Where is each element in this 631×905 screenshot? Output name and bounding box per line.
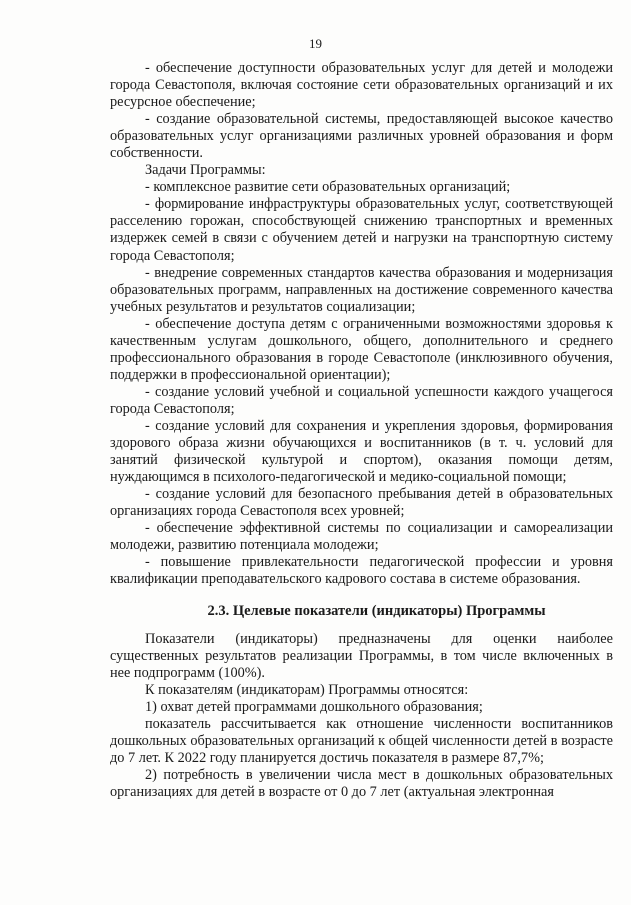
paragraph: - повышение привлекательности педагогической профессии и уровня квалификации преподавательского кадрового состава в системе образования. — [110, 554, 613, 588]
paragraph: - обеспечение эффективной системы по социализации и самореализации молодежи, развитию потенциала молодежи; — [110, 520, 613, 554]
paragraph: - создание условий для сохранения и укрепления здоровья, формирования здорового образа жизни обучающихся и воспитанников (в т. ч. условий для занятий физической культурой и спортом), оказания помощи детям, нуждающимся в психолого-педагогической и медико-социальной помощи; — [110, 417, 613, 486]
paragraph: Задачи Программы: — [145, 162, 266, 179]
paragraph: показатель рассчитывается как отношение численности воспитанников дошкольных образовательных организаций к общей численности детей в возрасте до 7 лет. К 2022 году планируется достичь показателя в размере 87,7%; — [110, 715, 613, 766]
paragraph: Показатели (индикаторы) предназначены для оценки наиболее существенных результатов реализации Программы, в том числе включенных в нее подпрограмм (100%). — [110, 630, 613, 681]
paragraph: - формирование инфраструктуры образовательных услуг, соответствующей расселению горожан, способствующей снижению транспортных и временных издержек семей в связи с обучением детей и нагрузки на транспортную систему города Севастополя; — [110, 196, 613, 264]
paragraph: - создание условий для безопасного пребывания детей в образовательных организациях города Севастополя всех уровней; — [110, 486, 613, 520]
paragraph: - создание образовательной системы, предоставляющей высокое качество образовательных услуг организациями различных уровней образования и форм собственности. — [110, 111, 613, 162]
paragraph: - внедрение современных стандартов качества образования и модернизация образовательных программ, направленных на достижение современного качества учебных результатов и результатов социализации; — [110, 264, 613, 315]
section-heading: 2.3. Целевые показатели (индикаторы) Программы — [207, 603, 546, 620]
paragraph: - обеспечение доступности образовательных услуг для детей и молодежи города Севастополя, включая состояние сети образовательных организаций и их ресурсное обеспечение; — [110, 60, 613, 111]
paragraph: 2) потребность в увеличении числа мест в дошкольных образовательных организациях для детей в возрасте от 0 до 7 лет (актуальная электронная — [110, 766, 613, 800]
page-number: 19 — [309, 36, 322, 51]
paragraph: 1) охват детей программами дошкольного образования; — [145, 698, 483, 715]
paragraph: - комплексное развитие сети образовательных организаций; — [145, 179, 511, 196]
document-body — [110, 60, 613, 801]
paragraph: - обеспечение доступа детям с ограниченными возможностями здоровья к качественным услугам дошкольного, общего, дополнительного и среднего профессионального образования в городе Севастополе (инклюзивного обучения, поддержки в профессиональной ориентации); — [110, 315, 613, 383]
paragraph: К показателям (индикаторам) Программы относятся: — [145, 681, 469, 698]
paragraph: - создание условий учебной и социальной успешности каждого учащегося города Севастополя; — [110, 383, 613, 417]
